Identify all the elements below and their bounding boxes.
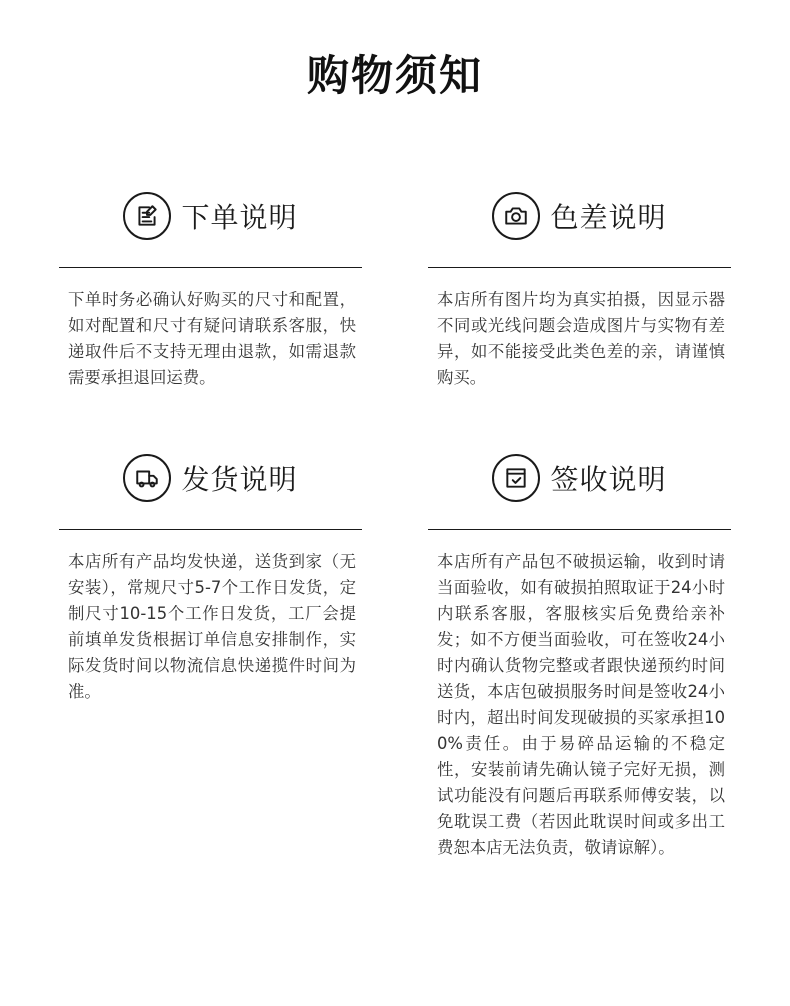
section-header — [59, 448, 362, 508]
section-body: 本店所有产品包不破损运输，收到时请当面验收，如有破损拍照取证于24小时内联系客服，客服核实后免费给亲补发；如不方便当面验收，可在签收24小时内确认货物完整或者跟快递预约时间送货，本店包破损服务时间是签收24小时内，超出时间发现破损的买家承担100%责任。由于易碎品运输的不稳定性，安装前请先确认镜子完好无损，测试功能没有问题后再联系师傅安装，以免耽误工费（若因此耽误时间或多出工费恕本店无法负责，敬请谅解）。 — [437, 552, 725, 857]
order-edit-icon — [123, 192, 171, 240]
section-title: 签收说明 — [550, 463, 667, 496]
delivery-truck-icon — [123, 454, 171, 502]
inbox-check-icon — [492, 454, 540, 502]
section-divider — [59, 267, 362, 268]
section-header — [428, 448, 731, 508]
section-header — [428, 186, 731, 246]
camera-icon — [492, 192, 540, 240]
section-title: 色差说明 — [550, 201, 667, 234]
section-body: 本店所有产品均发快递，送货到家（无安装），常规尺寸5-7个工作日发货，定制尺寸10-15个工作日发货，工厂会提前填单发货根据订单信息安排制作，实际发货时间以物流信息快递揽件时间为准。 — [68, 552, 356, 701]
section-divider — [428, 267, 731, 268]
section-header — [59, 186, 362, 246]
page-title: 购物须知 — [306, 51, 483, 100]
section-divider — [428, 529, 731, 530]
section-title: 发货说明 — [181, 463, 298, 496]
section-body: 下单时务必确认好购买的尺寸和配置，如对配置和尺寸有疑问请联系客服，快递取件后不支持无理由退款，如需退款需要承担退回运费。 — [68, 290, 356, 387]
section-title: 下单说明 — [181, 201, 298, 234]
section-divider — [59, 529, 362, 530]
section-body: 本店所有图片均为真实拍摄，因显示器不同或光线问题会造成图片与实物有差异，如不能接受此类色差的亲，请谨慎购买。 — [437, 290, 725, 387]
